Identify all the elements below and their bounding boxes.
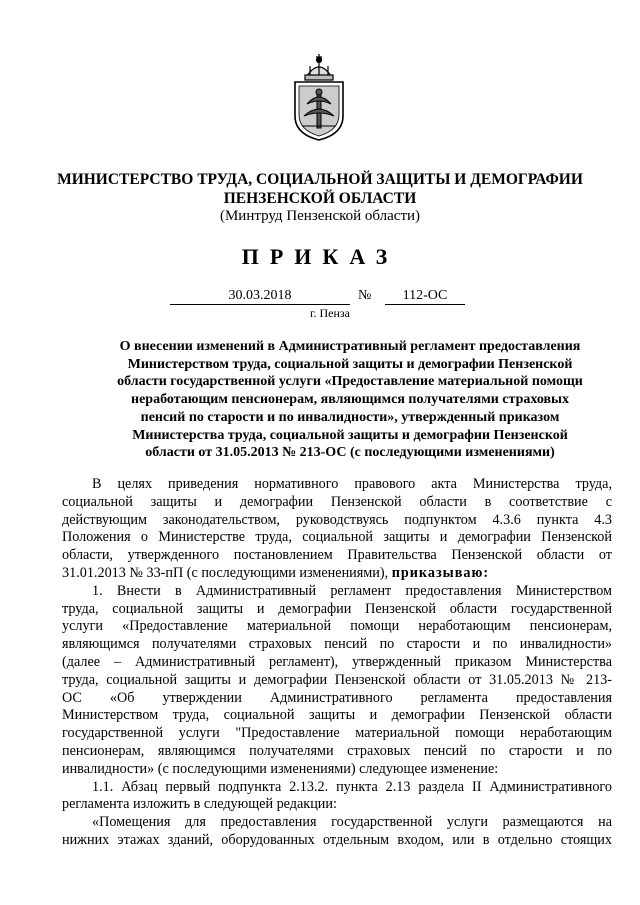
body-line: Положения о Министерстве труда, социальной защиты и демографии Пензенской <box>62 529 612 546</box>
subject-line: области от 31.05.2013 № 213-ОС (с последующими изменениями) <box>145 445 555 461</box>
body-line: 31.01.2013 № 33-пП (с последующими изменениями), <box>62 564 389 581</box>
body-line: труда, социальной защиты и демографии Пензенской области государственной <box>62 600 612 617</box>
subject-line: области государственной услуги «Предоставление материальной помощи <box>117 374 583 390</box>
number-sign: № <box>358 288 372 303</box>
body-line: В целях приведения нормативного правового акта Министерства труда, <box>92 476 612 492</box>
order-directive: приказываю: <box>391 564 490 581</box>
body-line: пенсионерам, являющимся получателями страховых пенсий по старости и по <box>62 742 612 759</box>
body-line: услуги «Предоставление материальной помощи неработающим пенсионерам, <box>62 618 612 635</box>
subject-line: Министерства труда, социальной защиты и демографии Пензенской <box>132 427 568 443</box>
body-line: (далее – Административный регламент), утвержденный приказом Министерства <box>62 653 612 670</box>
body-line: действующим законодательством, руководствуясь подпунктом 4.3.6 пункта 4.3 <box>62 511 612 528</box>
body-line: 1.1. Абзац первый подпункта 2.13.2. пункта 2.13 раздела II Административного <box>92 778 612 795</box>
order-number: 112-ОС <box>385 287 465 305</box>
city-label: г. Пенза <box>309 306 350 320</box>
subject-line: пенсий по старости и по инвалидности», утвержденный приказом <box>140 409 560 425</box>
order-body <box>62 476 612 850</box>
document-type-title: ПРИКАЗ <box>241 244 399 269</box>
subject-line: Министерством труда, социальной защиты и демографии Пензенской <box>127 356 573 372</box>
body-line: 1. Внести в Административный регламент предоставления Министерством <box>92 582 612 599</box>
ministry-name-line2: ПЕНЗЕНСКОЙ ОБЛАСТИ <box>223 190 417 207</box>
body-line: регламента изложить в следующей редакции: <box>62 796 337 813</box>
ministry-short-name: (Минтруд Пензенской области) <box>219 208 421 224</box>
body-line: ОС «Об утверждении Административного регламента предоставления <box>62 689 612 706</box>
subject-line: неработающим пенсионерам, являющимся получателями страховых <box>131 392 569 408</box>
body-line: инвалидности» (с последующими изменениями) следующее изменение: <box>62 760 499 777</box>
body-line: являющимся получателями страховых пенсий по старости и по инвалидности» <box>62 636 612 653</box>
body-line-final <box>62 565 612 583</box>
body-line: труда, социальной защиты и демографии Пензенской области от 31.05.2013 № 213- <box>62 671 612 688</box>
ministry-name-line1: МИНИСТЕРСТВО ТРУДА, СОЦИАЛЬНОЙ ЗАЩИТЫ И ДЕМОГРАФИИ <box>57 171 583 188</box>
coat-of-arms-emblem <box>290 54 348 142</box>
order-date: 30.03.2018 <box>170 287 350 305</box>
body-line: Министерством труда, социальной защиты и демографии Пензенской области <box>62 707 612 724</box>
body-line: области, утвержденного постановлением Правительства Пензенской области от <box>62 547 612 564</box>
body-line: «Помещения для предоставления государственной услуги размещаются на <box>92 814 612 831</box>
subject-line: О внесении изменений в Административный регламент предоставления <box>119 339 581 354</box>
body-line: государственной услуги "Предоставление материальной помощи неработающим <box>62 725 612 742</box>
order-subject <box>90 338 610 462</box>
body-line: нижних этажах зданий, оборудованных отдельным входом, или в отдельно стоящих <box>62 831 612 848</box>
body-line: социальной защиты и демографии Пензенской области в соответствие с <box>62 493 612 510</box>
